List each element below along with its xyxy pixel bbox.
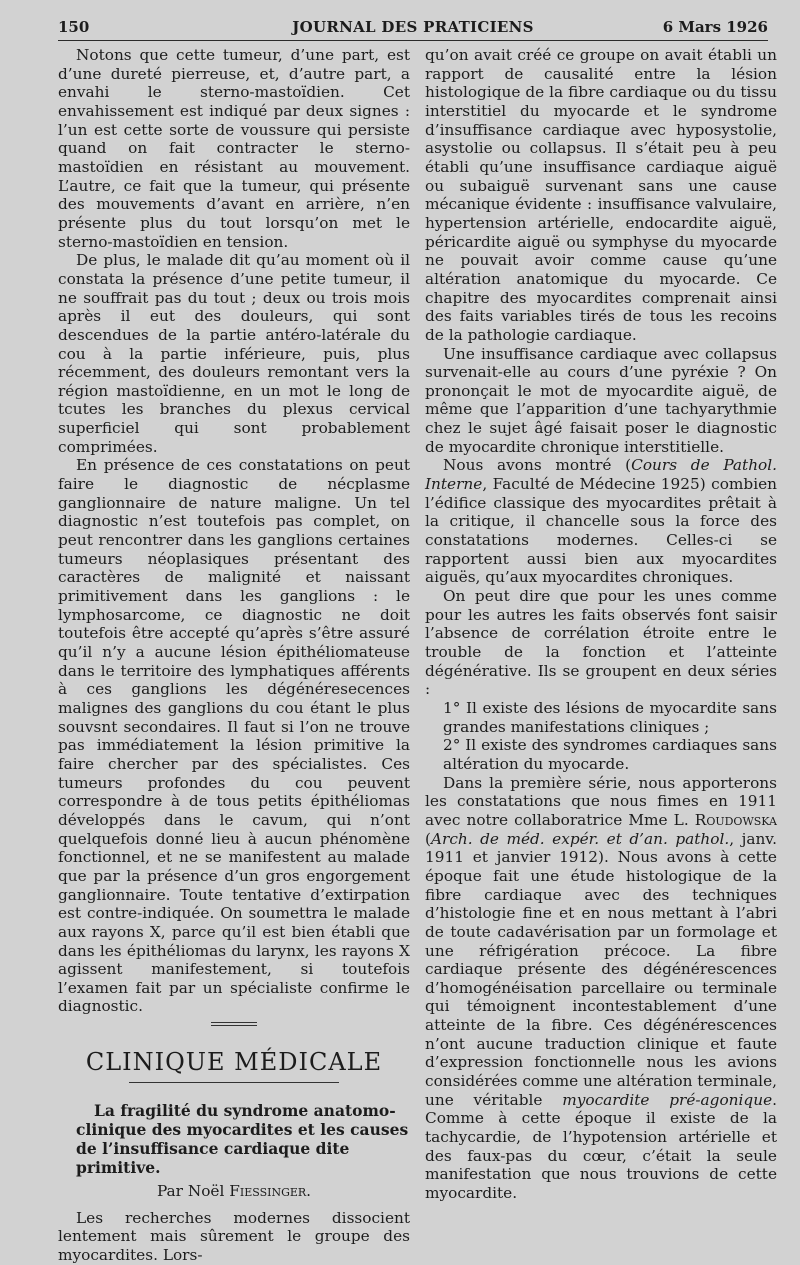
paragraph <box>425 774 777 1203</box>
divider <box>211 1022 257 1023</box>
text-run: ( <box>425 829 431 848</box>
byline-prefix: Par Noël <box>156 1182 230 1201</box>
paragraph: On peut dire que pour les unes comme pour les autres les faits observés font saisir l’absence de corrélation étroite entre le trouble de la fonction et l’atteinte dégénérative. Ils se groupent en deux séries : <box>425 587 777 699</box>
list-item: 2° Il existe des syndromes cardiaques sans altération du myocarde. <box>443 736 777 773</box>
right-column <box>425 46 777 1203</box>
divider <box>211 1025 257 1026</box>
emphasis: myocardite pré-agonique <box>562 1090 773 1109</box>
text-run: . Comme à cette époque il existe de la tachycardie, de l’hypotension artérielle et des faux-pas du cœur, c’était la seule manifestation que nous trouvions de cette myocardite. <box>425 1090 777 1203</box>
list-item: 1° Il existe des lésions de myocardite sans grandes manifestations cliniques ; <box>443 698 777 736</box>
author-name: Roudowska <box>694 810 777 829</box>
paragraph <box>425 456 777 587</box>
paragraph: Les recherches modernes dissocient lentement mais sûrement le groupe des myocardites. Lors- <box>58 1208 410 1265</box>
author-name: Fiessinger. <box>229 1182 312 1201</box>
paragraph: Notons que cette tumeur, d’une part, est d’une dureté pierreuse, et, d’autre part, a envahi le sterno-mastoïdien. Cet envahissement est indiqué par deux signes : l’un est cette sorte de voussure qui persiste quand on fait contracter le sterno-mastoïdien en résistant au mouvement. L’autre, ce fait que la tumeur, qui présente des mouvements d’avant en arrière, n’en présente plus du tout lorsqu’on met le sterno-mastoïdien en tension. <box>58 46 410 251</box>
text-run: Nous avons montré ( <box>443 456 632 475</box>
text-run: , janv. 1911 et janvier 1912). Nous avons à cette époque fait une étude histologique de la fibre cardiaque avec des techniques d’histologie fine et en nous mettant à l’abri de toute cadavérisation par un formolage et une réfrigération précoce. La fibre cardiaque présente des dégénérescences d’homogénéisation parcellaire ou terminale qui témoignent incontestablement d’une atteinte de la fibre. Ces dégénérescences n’ont aucune traduction clinique et faute d’expression fonctionnelle nous les avions considérées comme une altération terminale, une véritable <box>425 829 777 1109</box>
paragraph: De plus, le malade dit qu’au moment où il constata la présence d’une petite tumeur, il ne souffrait pas du tout ; deux ou trois mois après il eut des douleurs, qui sont descendues de la partie antéro-latérale du cou à la partie inférieure, puis, plus récemment, des douleurs remontant vers la région mastoïdienne, en un mot le long de tcutes les branches du plexus cervical superficiel qui sont probablement comprimées. <box>58 251 410 456</box>
citation: Cours de Pathol. Interne <box>425 456 778 494</box>
section-divider <box>129 1082 339 1083</box>
page-header <box>58 16 768 41</box>
text-run: Dans la première série, nous apporterons les constatations que nous fimes en 1911 avec notre collaboratrice Mme L. <box>425 773 777 829</box>
journal-title: JOURNAL DES PRATICIENS <box>292 18 534 36</box>
paragraph: Une insuffisance cardiaque avec collapsus survenait-elle au cours d’une pyréxie ? On prononçait le mot de myocardite aiguë, de même que l’apparition d’une tachyarythmie chez le sujet âgé faisait poser le diagnostic de myocardite chronique interstitielle. <box>425 344 777 456</box>
citation: Arch. de méd. expér. et d’an. pathol. <box>430 829 730 848</box>
issue-date: 6 Mars 1926 <box>662 18 768 36</box>
article-title: La fragilité du syndrome anatomo-clinique des myocardites et les causes de l’insuffisance cardiaque dite primitive. <box>76 1101 409 1178</box>
article-byline <box>58 1182 410 1201</box>
section-title: CLINIQUE MÉDICALE <box>85 1048 383 1077</box>
paragraph: En présence de ces constatations on peut faire le diagnostic de nécplasme ganglionnaire de nature maligne. Un tel diagnostic n’est toutefois pas complet, on peut rencontrer dans les ganglions certaines tumeurs néoplasiques présentant des caractères de malignité et naissant primitivement dans les ganglions : le lymphosarcome, ce diagnostic ne doit toutefois être accepté qu’après s’être assuré qu’il n’y a aucune lésion épithéliomateuse dans le territoire des lymphatiques afférents à ces ganglions les dégénéresecences malignes des ganglions du cou étant le plus souvsnt secondaires. Il faut si l’on ne trouve pas immédiatement la lésion primitive la faire chercher par des spécialistes. Ces tumeurs profondes du cou peuvent correspondre à de tous petits épithéliomas développés dans le cavum, qui n’ont quelquefois donné lieu à aucun phénomène fonctionnel, et ne se manifestent au malade que par la présence d’un gros engorgement ganglionnaire. Toute tentative d’extirpation est contre-indiquée. On soumettra le malade aux rayons X, parce qu’il est bien établi que dans les épithéliomas du larynx, les rayons X agissent manifestement, si toutefois l’examen fait par un spécialiste confirme le diagnostic. <box>58 456 410 1016</box>
text-run: , Faculté de Médecine 1925) combien l’édifice classique des myocardites prêtait à la critique, il chancelle sous la force des constatations modernes. Celles-ci se rapportent aussi bien aux myocardites aiguës, qu’aux myocardites chroniques. <box>425 475 777 587</box>
page-number: 150 <box>58 18 90 36</box>
left-column <box>58 46 410 1265</box>
paragraph: qu’on avait créé ce groupe on avait établi un rapport de causalité entre la lésion histologique de la fibre cardiaque ou du tissu interstitiel du myocarde et le syndrome d’insuffisance cardiaque avec hyposystolie, asystolie ou collapsus. Il s’était peu à peu établi qu’une insuffisance cardiaque aiguë ou subaiguë survenant sans une cause mécanique évidente : insuffisance valvulaire, hypertension artérielle, endocardite aiguë, péricardite aiguë ou symphyse du myocarde ne pouvait avoir comme cause qu’une altération anatomique du myocarde. Ce chapitre des myocardites comprenait ainsi des faits variables tirés de tous les recoins de la pathologie cardiaque. <box>425 46 777 344</box>
